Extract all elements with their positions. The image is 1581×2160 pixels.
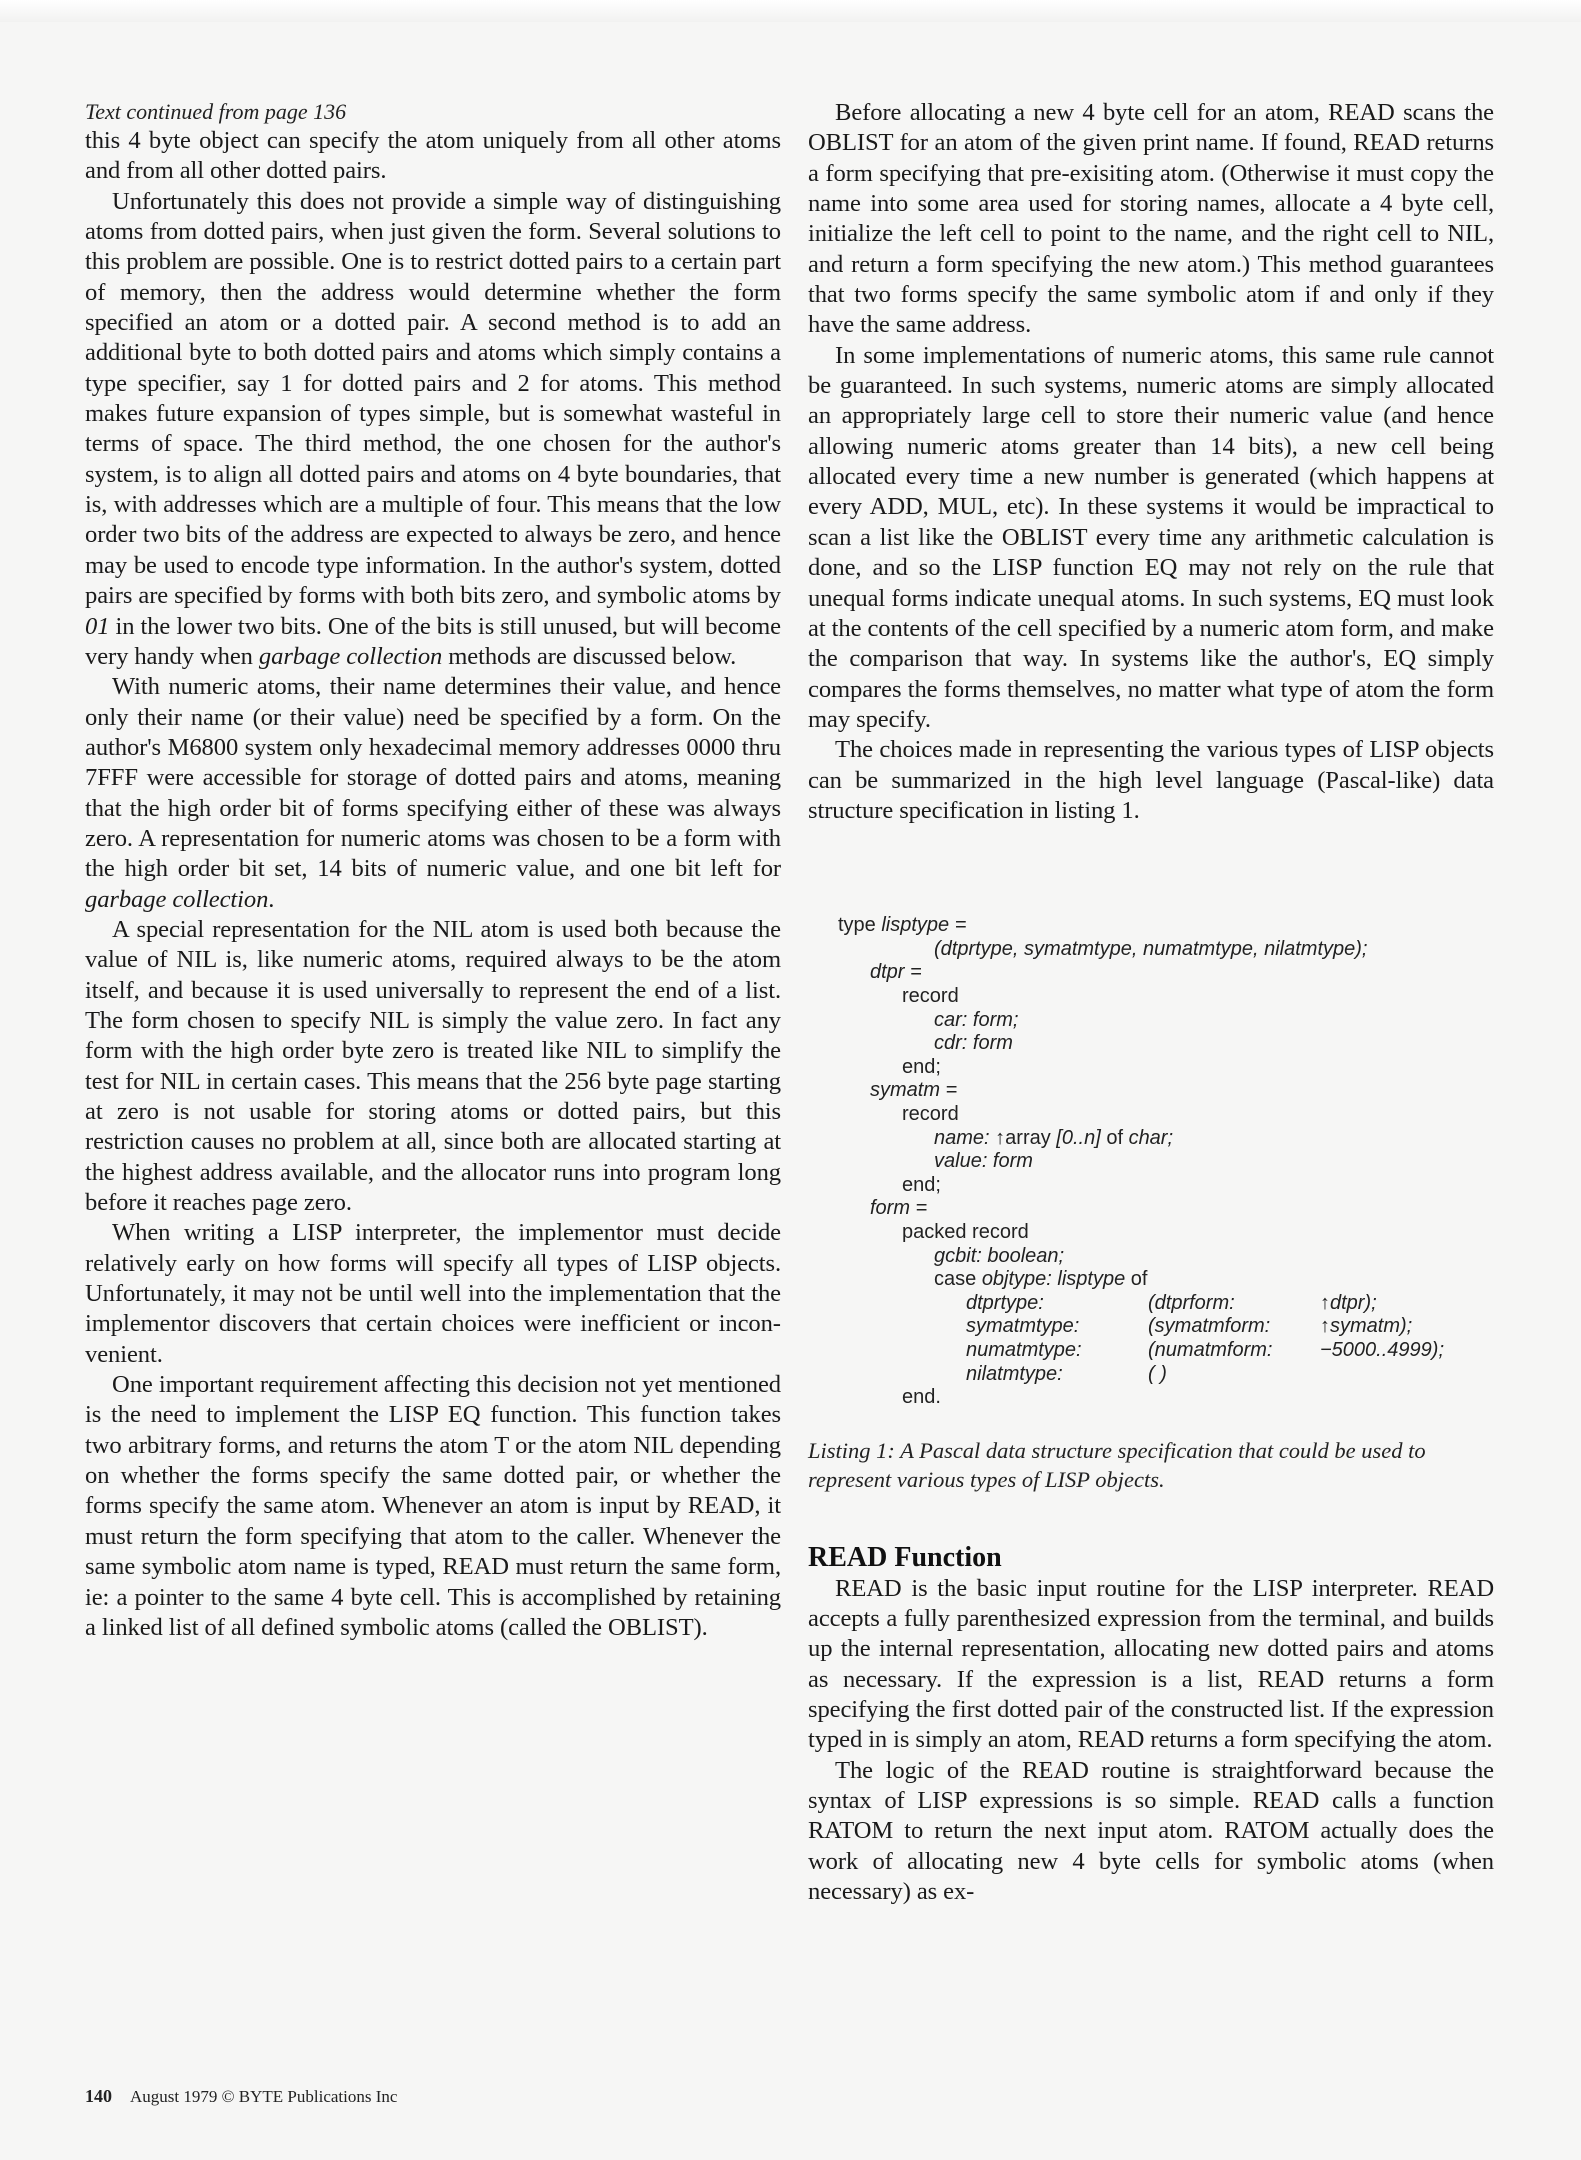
listing-case-row: dtprtype: (dtprform: ↑dtpr); [966, 1291, 1377, 1314]
paragraph: Before allocating a new 4 byte cell for an atom, READ scans the OBLIST for an atom of the given print name. If found, READ returns a form specifying that pre-exisiting atom. (Otherwise it must copy the name into some area used for storing names, allocate a 4 byte cell, initialize the left cell to point to the name, and the right cell to NIL, and return a form specifying the new atom.) This method guarantees that two forms specify the same symbolic atom if and only if they have the same address. [808, 99, 1494, 339]
section-heading-read-function: READ Function [808, 1541, 1002, 1573]
paragraph: The choices made in representing the various types of LISP objects can be summarized in the high level language (Pascal-like) data structure specification in listing 1. [808, 736, 1494, 824]
listing-line: (dtprtype, symatmtype, numatmtype, nilatmtype); [934, 937, 1368, 960]
listing-line: form = [870, 1197, 928, 1220]
listing-lines [838, 914, 1494, 1292]
listing-line: symatm = [870, 1079, 958, 1102]
listing-case-rows [838, 1292, 1494, 1386]
page-footer [85, 2086, 397, 2107]
paragraph: A special representation for the NIL atom is used both because the value of NIL is, like numeric atoms, required always to be the atom itself, and because it is used universally to represent the end of a list. The form chosen to specify NIL is simply the value zero. In fact any form with the high order byte zero is treated like NIL to simplify the test for NIL in certain cases. This means that the 256 byte page starting at zero is not usable for storing atoms or dotted pairs, but this restriction causes no problem at all, since both are allocated starting at the highest address available, and the allocator runs into program long before it reaches page zero. [85, 915, 781, 1217]
paragraph: READ is the basic input routine for the LISP interpreter. READ accepts a fully parenthesized expression from the terminal, and builds up the internal representation, allocating new dotted pairs and atoms as necessary. If the expression is a list, READ returns a form specifying the first dotted pair of the constructed list. If the expression typed in is simply an atom, READ returns a form specifying the atom. [808, 1574, 1494, 1754]
paragraph: One important requirement affecting this decision not yet mentioned is the need to implement the LISP EQ function. This function takes two arbitrary forms, and returns the atom T or the atom NIL depending on whether the forms specify the same dotted pair, or whether the forms specify the same atom. Whenever an atom is input by READ, it must return the form specifying that atom to the caller. Whenever the same symbolic atom name is typed, READ must return the same form, ie: a pointer to the same 4 byte cell. This is accomplished by retaining a linked list of all defined symbolic atoms (called the OBLIST). [85, 1371, 781, 1641]
paragraph: this 4 byte object can specify the atom uniquely from all other atoms and from all other dotted pairs. [85, 127, 781, 185]
paragraph: When writing a LISP interpreter, the implementor must decide relatively early on how forms will specify all types of LISP objects. Unfortunately, it may not be until well into the implementation that the implementor discovers that certain choices were inefficient or inconvenient. [85, 1219, 781, 1368]
page-top-shadow [0, 0, 1581, 22]
listing-line: name: ↑array [0..n] of char; [934, 1126, 1174, 1149]
listing-line: type lisptype = [838, 914, 967, 937]
listing-case-row: symatmtype: (symatmform: ↑symatm); [966, 1315, 1413, 1338]
left-column-body [85, 126, 781, 1643]
listing-line: case objtype: lisptype of [934, 1268, 1148, 1291]
listing-line: car: form; [934, 1008, 1019, 1031]
page-number: 140 [85, 2086, 112, 2106]
listing-line: packed record [902, 1220, 1029, 1243]
right-column [808, 98, 1494, 1908]
right-column-body [808, 98, 1494, 826]
code-listing [838, 914, 1494, 1409]
paragraph: The logic of the READ routine is straightforward because the syntax of LISP expressions is so simple. READ calls a function RATOM to return the next input atom. RATOM actually does the work of allocating new 4 byte cells for symbolic atoms (when necessary) as ex- [808, 1756, 1494, 1906]
listing-caption: Listing 1: A Pascal data structure specification that could be used to represent various types of LISP objects. [808, 1437, 1426, 1492]
listing-line: end; [902, 1055, 941, 1078]
listing-line: value: form [934, 1150, 1033, 1173]
listing-line: gcbit: boolean; [934, 1244, 1065, 1267]
publication-credit: August 1979 © BYTE Publications Inc [130, 2087, 398, 2106]
listing-line: end; [902, 1173, 941, 1196]
paragraph: In some implementations of numeric atoms, this same rule cannot be guaranteed. In such systems, numeric atoms are simply allocated an appropriately large cell to store their numeric value (and hence allowing numeric atoms greater than 14 bits), a new cell being allocated every time a new number is generated (which happens at every ADD, MUL, etc). In these systems it would be impractical to scan a list like the OBLIST every time any arithmetic calculation is done, and so the LISP function EQ may not rely on the rule that unequal forms indicate unequal atoms. In such systems, EQ must look at the contents of the cell specified by a numeric atom form, and make the comparison that way. In systems like the author's, EQ simply compares the forms themselves, no matter what type of atom the form may specify. [808, 341, 1494, 733]
read-function-body [808, 1574, 1494, 1908]
continued-note: Text continued from page 136 [85, 99, 347, 124]
listing-case-row: nilatmtype: ( ) [966, 1362, 1167, 1385]
listing-end-line: end. [902, 1386, 941, 1409]
listing-case-row: numatmtype: (numatmform: −5000..4999); [966, 1338, 1444, 1361]
listing-line: record [902, 985, 959, 1008]
listing-line: cdr: form [934, 1032, 1013, 1055]
left-column [85, 98, 781, 1643]
paragraph: Unfortunately this does not provide a simple way of distinguishing atoms from dotted pairs, when just given the form. Several solutions to this problem are possible. One is to restrict dotted pairs to a certain part of memory, then the address would determine whether the form specified an atom or a dotted pair. A second method is to add an additional byte to both dotted pairs and atoms which simply contains a type specifier, say 1 for dotted pairs and 2 for atoms. This method makes future expansion of types simple, but is somewhat wasteful in terms of space. The third method, the one chosen for the author's system, is to align all dotted pairs and atoms on 4 byte boundaries, that is, with addresses which are a multiple of four. This means that the low order two bits of the address are expected to always be zero, and hence may be used to encode type information. In the author's system, dotted pairs are specified by forms with both bits zero, and symbolic atoms by 01 in the lower two bits. One of the bits is still unused, but will become very handy when garbage collection methods are discussed below. [85, 187, 781, 670]
listing-line: dtpr = [870, 961, 922, 984]
listing-line: record [902, 1103, 959, 1125]
paragraph: With numeric atoms, their name determines their value, and hence only their name (or their value) need be specified by a form. On the author's M6800 system only hexadecimal memory addresses 0000 thru 7FFF were accessible for storage of dotted pairs and atoms, meaning that the high order bit of forms specifying either of these was always zero. A representation for numeric atoms was chosen to be a form with the high order bit set, 14 bits of numeric value, and one bit left for garbage collection. [85, 673, 781, 913]
